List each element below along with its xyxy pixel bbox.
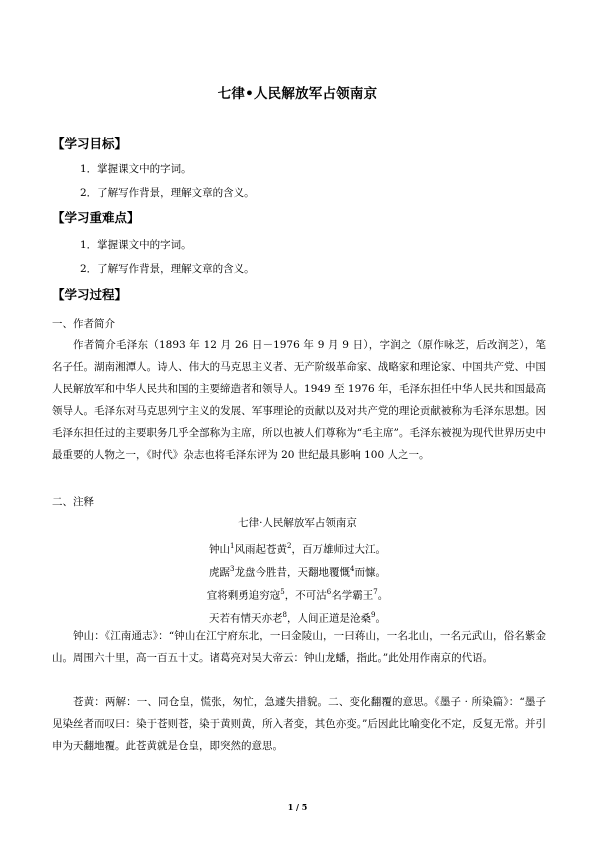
key-point-item-1: 1．掌握课文中的字词。	[80, 239, 192, 251]
poem-line-3: 宜将剩勇追穷寇$^5$，不可沽$^6$名学霸王$^7$。	[206, 588, 389, 602]
poem-line-4: 天若有情天亦老$^8$，人间正道是沧桑$^9$。	[209, 611, 386, 625]
key-point-item-2: 2．了解写作背景，理解文章的含义。	[80, 263, 255, 275]
page-number: 1 / 5	[287, 802, 308, 812]
author-heading: 一、作者简介	[52, 318, 115, 330]
note-canghuang: 苍黄：两解：一、同仓皇，慌张，匆忙，急遽失措貌。二、变化翻覆的意思。《墨子 · 所染篇》：“墨子见染丝者而叹曰：染于苍则苍，染于黄则黄，所入者变，其色亦变。”后因此比喻变化不定，反复无常。并引申为天翻地覆。此苍黄就是仓皇，即突然的意思。	[52, 696, 546, 752]
goal-item-1: 1．掌握课文中的字词。	[80, 163, 192, 175]
poem-line-1: 钟山$^1$风雨起苍黄$^2$，百万雄师过大江。	[209, 542, 386, 556]
notes-heading: 二、注释	[52, 496, 94, 508]
goal-item-2: 2．了解写作背景，理解文章的含义。	[80, 187, 255, 199]
page-title: 七律•人民解放军占领南京	[217, 86, 378, 102]
note-zhongshan: 钟山：《江南通志》：“钟山在江宁府东北，一曰金陵山，一曰蒋山，一名北山，一名元武山，俗名紫金山。周围六十里，高一百五十丈。诸葛亮对吴大帝云：钟山龙蟠，指此。”此处用作南京的代语。	[52, 630, 546, 664]
poem-title: 七律·人民解放军占领南京	[238, 517, 357, 529]
section-heading-goals: 【学习目标】	[52, 136, 128, 151]
section-heading-process: 【学习过程】	[52, 287, 128, 302]
author-paragraph: 作者简介毛泽东（1893 年 12 月 26 日－1976 年 9 月 9 日），字润之（原作咏芝，后改润芝），笔名子任。湖南湘潭人。诗人、伟大的马克思主义者、无产阶级革命家、战略家和理论家、中国共产党、中国人民解放军和中华人民共和国的主要缔造者和领导人。1949 至 1976 年，毛泽东担任中华人民共和国最高领导人。毛泽东对马克思列宁主义的发展、军事理论的贡献以及对共产党的理论贡献被称为毛泽东思想。因毛泽东担任过的主要职务几乎全部称为主席，所以也被人们尊称为“毛主席”。毛泽东被视为现代世界历史中最重要的人物之一，《时代》杂志也将毛泽东评为 20 世纪最具影响 100 人之一。	[52, 339, 546, 461]
section-heading-key-points: 【学习重难点】	[52, 210, 140, 225]
poem-line-2: 虎踞$^3$龙盘今胜昔，天翻地覆慨$^4$而慷。	[209, 565, 386, 579]
